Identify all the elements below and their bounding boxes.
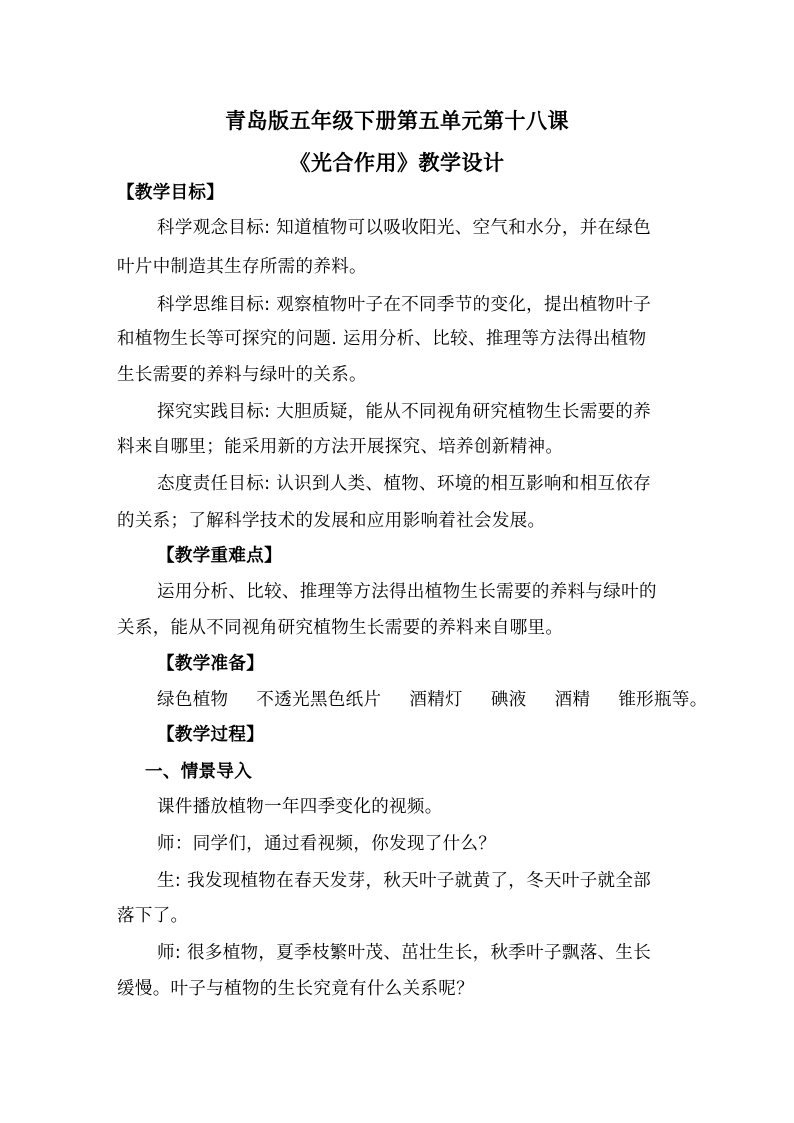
paragraph-line: 科学思维目标: 观察植物叶子在不同季节的变化，提出植物叶子	[157, 295, 652, 315]
section-heading-process: 【教学过程】	[157, 725, 265, 745]
material-item: 不透光黑色纸片	[256, 690, 382, 710]
material-item: 锥形瓶等。	[618, 690, 708, 710]
document-title: 青岛版五年级下册第五单元第十八课	[225, 108, 569, 133]
subsection-heading-intro: 一、情景导入	[145, 762, 253, 782]
paragraph-line: 运用分析、比较、推理等方法得出植物生长需要的养料与绿叶的	[157, 582, 657, 602]
section-heading-key-points: 【教学重难点】	[157, 546, 282, 566]
paragraph-line: 生长需要的养料与绿叶的关系。	[117, 365, 367, 385]
section-heading-goals: 【教学目标】	[117, 183, 225, 203]
material-item: 酒精灯	[409, 690, 463, 710]
paragraph-line: 态度责任目标: 认识到人类、植物、环境的相互影响和相互依存	[157, 474, 652, 494]
paragraph-line: 探究实践目标: 大胆质疑，能从不同视角研究植物生长需要的养	[157, 402, 652, 422]
materials-list	[157, 688, 708, 712]
paragraph-line: 师：同学们，通过看视频，你发现了什么？	[157, 834, 497, 854]
paragraph-line: 生: 我发现植物在春天发芽，秋天叶子就黄了，冬天叶子就全部	[157, 871, 652, 891]
section-heading-preparation: 【教学准备】	[157, 654, 265, 674]
material-item: 酒精	[554, 690, 591, 710]
paragraph-line: 科学观念目标: 知道植物可以吸收阳光、空气和水分，并在绿色	[157, 218, 652, 238]
paragraph-line: 叶片中制造其生存所需的养料。	[117, 257, 367, 277]
paragraph-line: 料来自哪里；能采用新的方法开展探究、培养创新精神。	[117, 437, 564, 457]
document-subtitle: 《光合作用》教学设计	[289, 150, 505, 175]
paragraph-line: 师: 很多植物，夏季枝繁叶茂、茁壮生长，秋季叶子飘落、生长	[157, 943, 652, 963]
paragraph-line: 落下了。	[117, 906, 189, 926]
paragraph-line: 关系，能从不同视角研究植物生长需要的养料来自哪里。	[117, 618, 564, 638]
paragraph-line: 课件播放植物一年四季变化的视频。	[157, 797, 443, 817]
material-item: 绿色植物	[157, 690, 229, 710]
material-item: 碘液	[490, 690, 527, 710]
paragraph-line: 的关系；了解科学技术的发展和应用影响着社会发展。	[117, 511, 546, 531]
paragraph-line: 缓慢。叶子与植物的生长究竟有什么关系呢？	[117, 979, 474, 999]
paragraph-line: 和植物生长等可探究的问题. 运用分析、比较、推理等方法得出植物	[117, 329, 647, 349]
